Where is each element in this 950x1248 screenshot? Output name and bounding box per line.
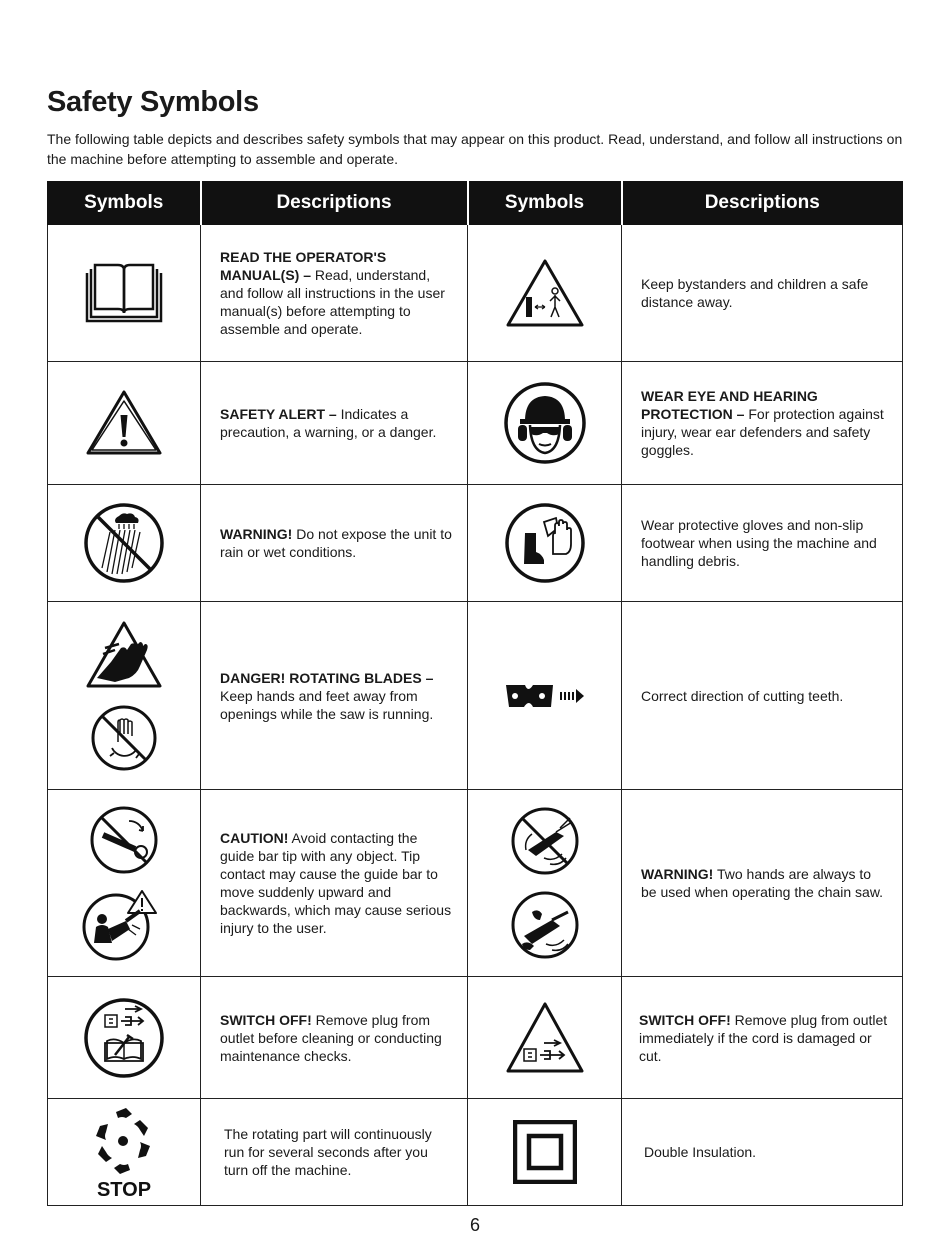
bystanders-icon	[504, 257, 586, 329]
description-bold: WARNING!	[220, 526, 293, 542]
description-text: Remove plug from outlet before cleaning or conducting maintenance checks.	[220, 1011, 442, 1064]
description-text: Do not expose the unit to rain or wet conditions.	[220, 526, 452, 560]
description-text: Remove plug from outlet immediately if the cord is damaged or cut.	[639, 1011, 888, 1064]
description-cell	[622, 977, 903, 1099]
description-bold: SWITCH OFF!	[639, 1011, 731, 1028]
description-text: Wear protective gloves and non-slip footwear when using the machine and handling debris.	[641, 517, 877, 569]
table-row	[48, 225, 903, 362]
symbol-cell	[48, 225, 201, 362]
manual-icon	[84, 261, 164, 325]
description-bold: CAUTION!	[220, 830, 289, 846]
description-cell	[622, 225, 903, 362]
header-descriptions: Descriptions	[201, 182, 468, 225]
description-bold: SWITCH OFF!	[220, 1011, 312, 1028]
page-title: Safety Symbols	[47, 86, 259, 118]
kickback-icon	[82, 889, 166, 961]
symbol-cell	[468, 225, 622, 362]
description-text: Double Insulation.	[644, 1144, 757, 1160]
gloves-boots-icon	[504, 502, 586, 584]
symbol-cell	[48, 602, 201, 790]
symbol-cell	[468, 977, 622, 1099]
description-cell	[201, 602, 468, 790]
symbol-cell	[468, 362, 622, 485]
header-symbols: Symbols	[48, 182, 201, 225]
description-text: Keep hands and feet away from openings while the saw is running.	[220, 687, 434, 722]
symbol-cell	[48, 362, 201, 485]
description-cell	[201, 485, 468, 602]
description-text: For protection against injury, wear ear defenders and safety goggles.	[641, 406, 884, 458]
unplug-warning-icon	[504, 1001, 586, 1075]
safety-alert-icon	[85, 389, 163, 457]
rotating-stop-icon	[86, 1104, 162, 1200]
symbol-cell	[468, 1099, 622, 1206]
safety-symbols-table	[47, 181, 903, 1206]
table-header-row	[48, 182, 903, 225]
description-text: Correct direction of cutting teeth.	[641, 687, 844, 704]
cutting-teeth-direction-icon	[503, 679, 587, 713]
description-cell	[201, 362, 468, 485]
table-row	[48, 485, 903, 602]
description-cell	[622, 790, 903, 977]
description-text: Read, understand, and follow all instructions in the user manual(s) before attempting to assemble and operate.	[220, 267, 445, 337]
page-number: 6	[469, 1215, 480, 1235]
two-hands-icon	[510, 890, 580, 960]
description-bold: READ THE OPERATOR'S MANUAL(S) –	[220, 249, 387, 283]
description-bold: DANGER! ROTATING BLADES –	[220, 669, 434, 686]
hand-blade-warning-icon	[85, 620, 163, 690]
no-hands-blade-icon	[90, 704, 158, 772]
eye-hearing-protection-icon	[503, 381, 587, 465]
no-rain-icon	[83, 502, 165, 584]
double-insulation-icon	[513, 1120, 577, 1184]
no-bar-tip-contact-icon	[89, 805, 159, 875]
intro-paragraph: The following table depicts and describes safety symbols that may appear on this product. Read, understand, and follow all instructions on the machine before attempting to assemble and operate.	[47, 131, 903, 167]
description-cell	[201, 225, 468, 362]
description-bold: SAFETY ALERT –	[220, 406, 337, 422]
symbol-cell	[48, 485, 201, 602]
table-row	[48, 362, 903, 485]
table-row	[48, 1099, 903, 1206]
stop-label: STOP	[96, 1179, 152, 1200]
symbol-cell	[468, 790, 622, 977]
header-symbols: Symbols	[468, 182, 622, 225]
unplug-manual-icon	[83, 997, 165, 1079]
description-text: The rotating part will continuously run for several seconds after you turn off the machine.	[224, 1126, 432, 1178]
symbol-cell	[468, 602, 622, 790]
description-text: Keep bystanders and children a safe distance away.	[641, 276, 869, 310]
description-text: Avoid contacting the guide bar tip with any object. Tip contact may cause the guide bar to move suddenly upward and backwards, which may cause serious injury to the user.	[220, 830, 452, 936]
description-cell	[622, 362, 903, 485]
symbol-cell	[48, 977, 201, 1099]
description-text: Two hands are always to be used when operating the chain saw.	[641, 866, 884, 900]
description-cell	[622, 485, 903, 602]
no-one-hand-operation-icon	[510, 806, 580, 876]
description-cell	[622, 602, 903, 790]
symbol-cell	[48, 1099, 201, 1206]
description-cell	[201, 1099, 468, 1206]
description-cell	[201, 790, 468, 977]
table-row	[48, 790, 903, 977]
symbol-cell	[48, 790, 201, 977]
description-text: Indicates a precaution, a warning, or a danger.	[220, 406, 437, 440]
table-row	[48, 977, 903, 1099]
header-descriptions: Descriptions	[622, 182, 903, 225]
description-bold: WARNING!	[641, 866, 714, 882]
table-row	[48, 602, 903, 790]
symbol-cell	[468, 485, 622, 602]
description-bold: WEAR EYE AND HEARING PROTECTION –	[641, 388, 818, 422]
description-cell	[622, 1099, 903, 1206]
description-cell	[201, 977, 468, 1099]
